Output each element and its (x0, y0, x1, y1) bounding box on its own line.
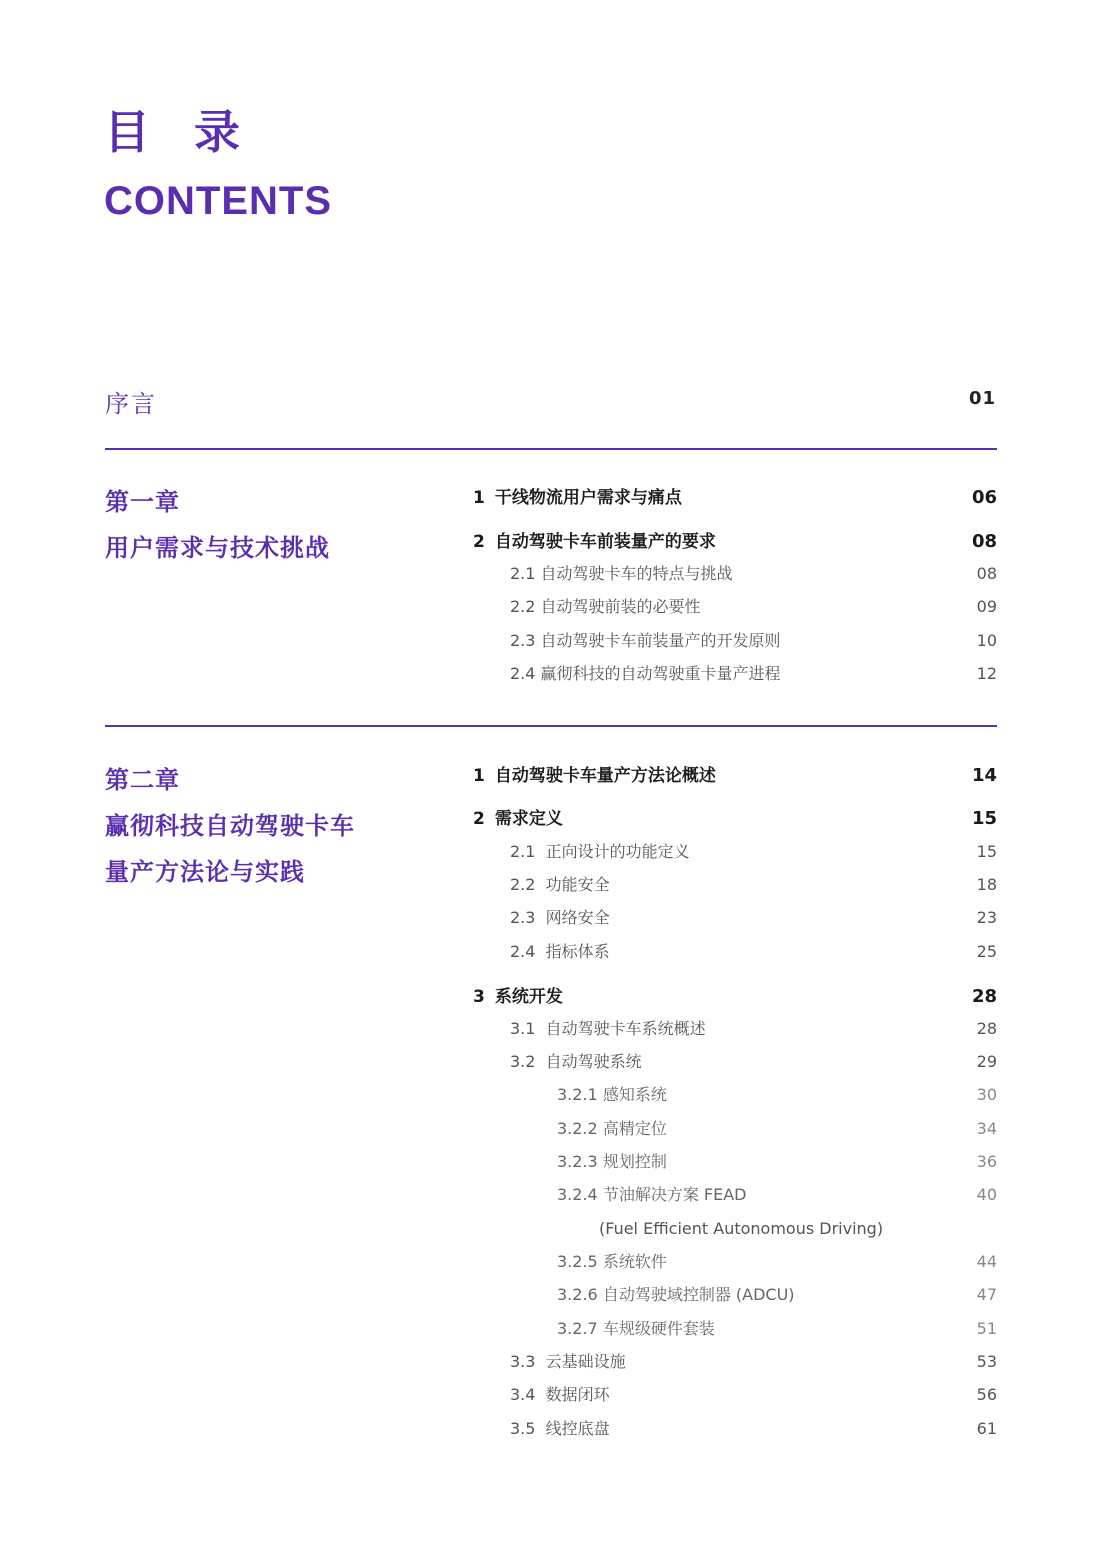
chapter-2-heading (105, 757, 355, 895)
toc-page-number: 25 (976, 942, 997, 961)
toc-page-number: 36 (976, 1152, 997, 1171)
toc-entry[interactable]: 3.2.1 感知系统 30 (557, 1082, 997, 1108)
toc-page-number: 34 (976, 1119, 997, 1138)
toc-page-number: 56 (976, 1385, 997, 1404)
section-divider (105, 725, 997, 727)
toc-preface-label[interactable]: 序言 (105, 390, 157, 418)
chapter-1-heading (105, 479, 330, 571)
section-divider (105, 448, 997, 450)
chapter-1-title: 用户需求与技术挑战 (105, 534, 330, 562)
toc-entry[interactable]: 3 系统开发 28 (473, 984, 997, 1010)
toc-entry[interactable]: 2.2 功能安全 18 (510, 872, 997, 898)
toc-page-number: 23 (976, 908, 997, 927)
toc-entry[interactable]: 3.2.6 自动驾驶域控制器 (ADCU) 47 (557, 1282, 997, 1308)
chapter-2-number: 第二章 (105, 766, 180, 794)
toc-entry[interactable]: 2 需求定义 15 (473, 806, 997, 832)
toc-entry[interactable]: 1 干线物流用户需求与痛点 06 (473, 485, 997, 511)
toc-page-number: 18 (976, 875, 997, 894)
toc-preface-page: 01 (968, 388, 996, 409)
toc-page-number: 12 (976, 664, 997, 683)
toc-entry[interactable]: 2.2 自动驾驶前装的必要性 09 (510, 594, 997, 620)
toc-entry[interactable]: 2.4 指标体系 25 (510, 939, 997, 965)
toc-page-number: 28 (971, 986, 997, 1007)
toc-page-number: 09 (976, 597, 997, 616)
toc-entry[interactable]: 2.1 正向设计的功能定义 15 (510, 839, 997, 865)
toc-entry[interactable]: 2.4 赢彻科技的自动驾驶重卡量产进程 12 (510, 661, 997, 687)
chapter-2-title-line-1: 赢彻科技自动驾驶卡车 (105, 812, 355, 840)
toc-entry[interactable]: 3.2.7 车规级硬件套装 51 (557, 1316, 997, 1342)
page-title-cn: 目 录 (104, 105, 255, 159)
toc-entry[interactable]: 2 自动驾驶卡车前装量产的要求 08 (473, 529, 997, 555)
toc-page-number: 47 (976, 1285, 997, 1304)
toc-page-number: 15 (971, 808, 997, 829)
toc-entry[interactable]: 3.2 自动驾驶系统 29 (510, 1049, 997, 1075)
toc-entry[interactable]: 2.1 自动驾驶卡车的特点与挑战 08 (510, 561, 997, 587)
toc-page-number: 14 (971, 765, 997, 786)
toc-entry[interactable]: 3.4 数据闭环 56 (510, 1382, 997, 1408)
toc-entry[interactable]: 3.2.4 节油解决方案 FEAD 40 (557, 1182, 997, 1208)
toc-page-number: 08 (971, 531, 997, 552)
toc-page-number: 61 (976, 1419, 997, 1438)
toc-page-number: 28 (976, 1019, 997, 1038)
toc-page-number: 15 (976, 842, 997, 861)
toc-page-number: 44 (976, 1252, 997, 1271)
toc-page-number: 40 (976, 1185, 997, 1204)
toc-entry[interactable]: 2.3 网络安全 23 (510, 905, 997, 931)
toc-page-number: 51 (976, 1319, 997, 1338)
toc-entry[interactable]: 1 自动驾驶卡车量产方法论概述 14 (473, 763, 997, 789)
page-title-en: CONTENTS (104, 179, 332, 223)
toc-page-number: 29 (976, 1052, 997, 1071)
chapter-2-title-line-2: 量产方法论与实践 (105, 858, 305, 886)
toc-page-number: 08 (976, 564, 997, 583)
chapter-1-number: 第一章 (105, 488, 180, 516)
toc-entry[interactable]: 3.5 线控底盘 61 (510, 1416, 997, 1442)
toc-page-number: 10 (976, 631, 997, 650)
toc-page-number: 30 (976, 1085, 997, 1104)
toc-entry[interactable]: 3.2.3 规划控制 36 (557, 1149, 997, 1175)
toc-page-number: 06 (971, 487, 997, 508)
toc-page-number: 53 (976, 1352, 997, 1371)
toc-entry[interactable]: 2.3 自动驾驶卡车前装量产的开发原则 10 (510, 628, 997, 654)
toc-entry[interactable]: 3.2.5 系统软件 44 (557, 1249, 997, 1275)
toc-entry[interactable]: 3.1 自动驾驶卡车系统概述 28 (510, 1016, 997, 1042)
toc-entry-continuation: (Fuel Efficient Autonomous Driving) (599, 1219, 884, 1238)
toc-entry[interactable]: 3.2.2 高精定位 34 (557, 1116, 997, 1142)
toc-entry[interactable]: 3.3 云基础设施 53 (510, 1349, 997, 1375)
